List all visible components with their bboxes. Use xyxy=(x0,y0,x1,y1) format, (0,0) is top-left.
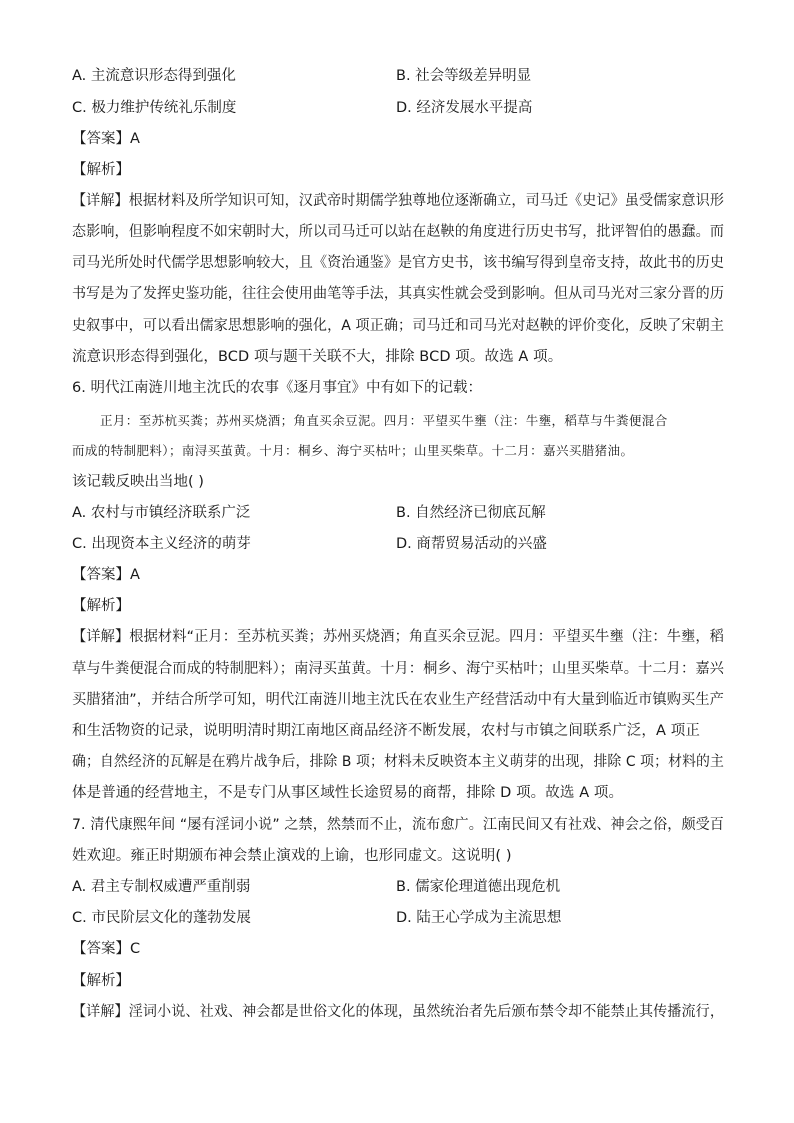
q7-option-b: B. 儒家伦理道德出现危机 xyxy=(396,879,561,895)
q5-answer: 【答案】A xyxy=(72,131,140,147)
q5-analysis-heading: 【解析】 xyxy=(72,162,130,178)
q5-detail-line: 书写是为了发挥史鉴功能，往往会使用曲笔等手法，其真实性就会受到影响。但从司马光对三家分晋的历 xyxy=(72,286,724,302)
q6-quote-line: 而成的特制肥料）；南浔买茧黄。十月：桐乡、海宁买枯叶；山里买柴草。十二月：嘉兴买腊猪油。 xyxy=(72,443,634,458)
q5-detail-line: 史叙事中，可以看出儒家思想影响的强化，A 项正确；司马迁和司马光对赵鞅的评价变化，反映了宋朝主 xyxy=(72,318,724,334)
q5-detail-line: 态影响，但影响程度不如宋朝时大，所以司马迁可以站在赵鞅的角度进行历史书写，批评智伯的愚蠢。而 xyxy=(72,224,724,240)
q7-stem-line: 7. 清代康熙年间 “屡有淫词小说” 之禁，然禁而不止，流布愈广。江南民间又有社戏、神会之俗，颇受百 xyxy=(72,817,724,833)
q6-option-a: A. 农村与市镇经济联系广泛 xyxy=(72,505,251,521)
q5-detail-line: 【详解】根据材料及所学知识可知，汉武帝时期儒学独尊地位逐渐确立，司马迁《史记》虽受儒家意识形 xyxy=(72,193,724,209)
q6-detail-line: 草与牛粪便混合而成的特制肥料）；南浔买茧黄。十月：桐乡、海宁买枯叶；山里买柴草。十二月：嘉兴 xyxy=(72,661,724,677)
q6-detail-line: 和生活物资的记录，说明明清时期江南地区商品经济不断发展，农村与市镇之间联系广泛，A 项正 xyxy=(72,723,700,739)
q6-answer: 【答案】A xyxy=(72,567,140,583)
q5-option-a: A. 主流意识形态得到强化 xyxy=(72,68,236,84)
q6-detail-line: 确；自然经济的瓦解是在鸦片战争后，排除 B 项；材料未反映资本主义萌芽的出现，排除 C 项；材料的主 xyxy=(72,754,724,770)
q6-quote-line: 正月：至苏杭买粪；苏州买烧酒；角直买余豆泥。四月：平望买牛壅（注：牛壅，稻草与牛粪便混合 xyxy=(100,413,668,428)
q6-option-c: C. 出现资本主义经济的萌芽 xyxy=(72,536,251,552)
q7-detail-line: 【详解】淫词小说、社戏、神会都是世俗文化的体现，虽然统治者先后颁布禁令却不能禁止其传播流行， xyxy=(72,1004,724,1020)
q6-option-d: D. 商帮贸易活动的兴盛 xyxy=(396,536,547,552)
q7-option-a: A. 君主专制权威遭严重削弱 xyxy=(72,879,251,895)
q7-answer: 【答案】C xyxy=(72,941,141,957)
q7-option-d: D. 陆王心学成为主流思想 xyxy=(396,910,562,926)
q5-detail-line: 流意识形态得到强化，BCD 项与题干关联不大，排除 BCD 项。故选 A 项。 xyxy=(72,349,563,365)
q6-stem: 6. 明代江南涟川地主沈氏的农事《逐月事宜》中有如下的记载： xyxy=(72,380,482,396)
q7-analysis-heading: 【解析】 xyxy=(72,973,130,989)
q6-detail-line: 【详解】根据材料“正月：至苏杭买粪；苏州买烧酒；角直买余豆泥。四月：平望买牛壅（注：牛壅，稻 xyxy=(72,629,724,645)
q5-detail-line: 司马光所处时代儒学思想影响较大，且《资治通鉴》是官方史书，该书编写得到皇帝支持，故此书的历史 xyxy=(72,255,724,271)
q7-stem-line: 姓欢迎。雍正时期颁布神会禁止演戏的上谕，也形同虚文。这说明( ) xyxy=(72,848,512,864)
q5-option-c: C. 极力维护传统礼乐制度 xyxy=(72,100,237,116)
q5-option-b: B. 社会等级差异明显 xyxy=(396,68,532,84)
q5-option-d: D. 经济发展水平提高 xyxy=(396,100,533,116)
q6-option-b: B. 自然经济已彻底瓦解 xyxy=(396,505,546,521)
q7-option-c: C. 市民阶层文化的蓬勃发展 xyxy=(72,910,251,926)
q6-question: 该记载反映出当地( ) xyxy=(72,474,204,490)
q6-detail-line: 体是普通的经营地主，不是专门从事区域性长途贸易的商帮，排除 D 项。故选 A 项。 xyxy=(72,785,624,801)
q6-detail-line: 买腊猪油”，并结合所学可知，明代江南涟川地主沈氏在农业生产经营活动中有大量到临近市镇购买生产 xyxy=(72,692,724,708)
q6-analysis-heading: 【解析】 xyxy=(72,598,130,614)
